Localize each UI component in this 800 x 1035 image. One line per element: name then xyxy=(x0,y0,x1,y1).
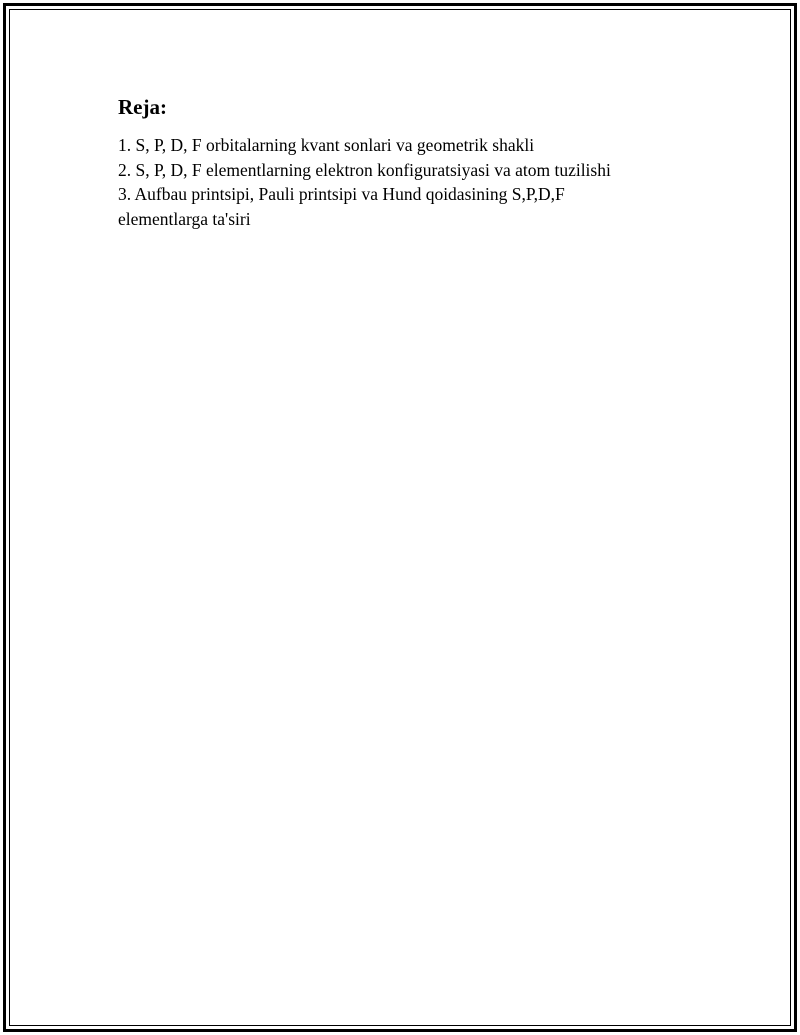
plan-list xyxy=(118,133,658,231)
plan-item: 1. S, P, D, F orbitalarning kvant sonlari va geometrik shakli xyxy=(118,135,535,155)
plan-item: 2. S, P, D, F elementlarning elektron konfiguratsiyasi va atom tuzilishi xyxy=(118,159,611,180)
plan-item: 3. Aufbau printsipi, Pauli printsipi va Hund qoidasining S,P,D,F elementlarga ta'siri xyxy=(118,184,565,229)
plan-heading: Reja: xyxy=(118,95,167,119)
page-content xyxy=(118,94,658,231)
